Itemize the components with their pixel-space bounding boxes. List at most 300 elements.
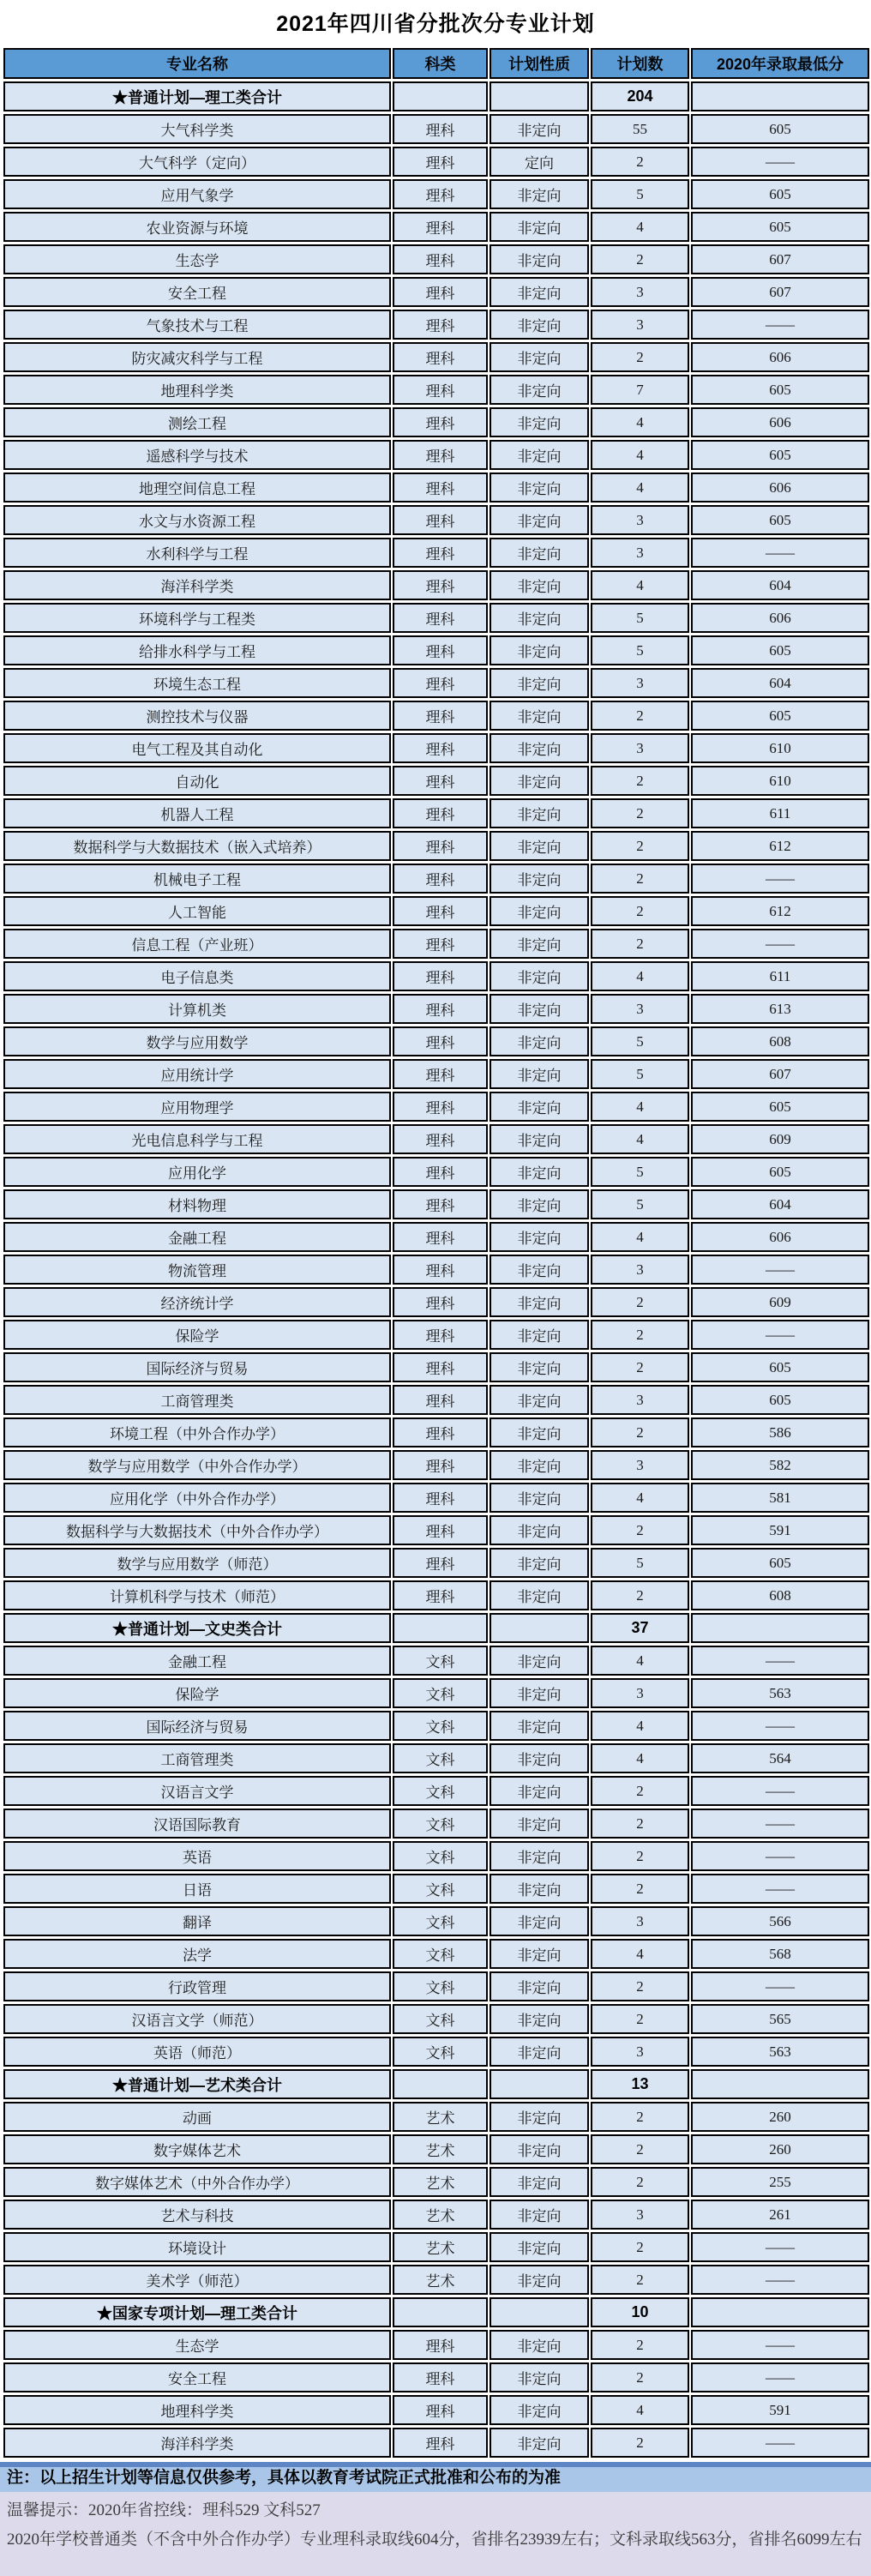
plan-nature-cell: 非定向: [490, 1352, 589, 1382]
major-name-cell: 环境工程（中外合作办学）: [3, 1417, 391, 1447]
plan-count-cell: 2: [591, 2265, 689, 2295]
min-score-cell: ——: [691, 2265, 869, 2295]
table-row: [3, 342, 869, 372]
plan-nature-cell: 非定向: [490, 1743, 589, 1773]
major-name-cell: 翻译: [3, 1906, 391, 1936]
table-row: [3, 603, 869, 633]
major-name-cell: 机械电子工程: [3, 864, 391, 894]
col-header-plan-count: 计划数: [591, 48, 689, 79]
table-row: [3, 798, 869, 828]
major-name-cell: 安全工程: [3, 277, 391, 307]
plan-count-cell: 2: [591, 1287, 689, 1317]
table-row: [3, 2232, 869, 2262]
category-cell: [393, 1613, 488, 1643]
plan-count-cell: 4: [591, 2395, 689, 2425]
min-score-cell: 610: [691, 733, 869, 763]
table-row: [3, 440, 869, 470]
plan-nature-cell: 非定向: [490, 244, 589, 274]
category-cell: 文科: [393, 2004, 488, 2034]
category-cell: 理科: [393, 440, 488, 470]
min-score-cell: 604: [691, 668, 869, 698]
plan-count-cell: 55: [591, 114, 689, 144]
min-score-cell: [691, 1613, 869, 1643]
plan-nature-cell: 非定向: [490, 929, 589, 959]
plan-nature-cell: 非定向: [490, 212, 589, 242]
table-row: [3, 2362, 869, 2392]
plan-nature-cell: 非定向: [490, 538, 589, 568]
category-cell: 理科: [393, 2428, 488, 2458]
min-score-cell: 255: [691, 2167, 869, 2197]
major-name-cell: 气象技术与工程: [3, 310, 391, 340]
min-score-cell: 605: [691, 1548, 869, 1578]
plan-nature-cell: 非定向: [490, 733, 589, 763]
category-cell: 理科: [393, 766, 488, 796]
category-cell: 艺术: [393, 2232, 488, 2262]
table-row: [3, 1548, 869, 1578]
table-row: [3, 1157, 869, 1187]
plan-nature-cell: 非定向: [490, 1483, 589, 1513]
major-name-cell: 地理科学类: [3, 2395, 391, 2425]
plan-nature-cell: 非定向: [490, 407, 589, 437]
category-cell: 理科: [393, 1352, 488, 1382]
plan-nature-cell: 非定向: [490, 1157, 589, 1187]
min-score-cell: 606: [691, 407, 869, 437]
plan-count-cell: 2: [591, 342, 689, 372]
plan-count-cell: 4: [591, 440, 689, 470]
plan-nature-cell: 非定向: [490, 1906, 589, 1936]
category-cell: 艺术: [393, 2200, 488, 2230]
plan-nature-cell: 非定向: [490, 440, 589, 470]
min-score-cell: 582: [691, 1450, 869, 1480]
plan-count-cell: 4: [591, 1092, 689, 1122]
table-row: [3, 1515, 869, 1545]
category-cell: 文科: [393, 1678, 488, 1708]
plan-count-cell: 4: [591, 1711, 689, 1741]
min-score-cell: 260: [691, 2102, 869, 2132]
category-cell: 理科: [393, 2395, 488, 2425]
min-score-cell: ——: [691, 1776, 869, 1806]
min-score-cell: 591: [691, 2395, 869, 2425]
plan-nature-cell: 非定向: [490, 701, 589, 731]
table-row: [3, 1059, 869, 1089]
min-score-cell: 612: [691, 896, 869, 926]
major-name-cell: 测控技术与仪器: [3, 701, 391, 731]
category-cell: 文科: [393, 1971, 488, 2001]
plan-count-cell: 2: [591, 766, 689, 796]
table-row: [3, 2330, 869, 2360]
plan-nature-cell: 非定向: [490, 1841, 589, 1871]
plan-nature-cell: 非定向: [490, 1385, 589, 1415]
category-cell: 理科: [393, 701, 488, 731]
plan-nature-cell: 非定向: [490, 1026, 589, 1056]
category-cell: 理科: [393, 733, 488, 763]
category-cell: 文科: [393, 1874, 488, 1904]
plan-nature-cell: 非定向: [490, 766, 589, 796]
min-score-cell: ——: [691, 1320, 869, 1350]
plan-count-cell: 4: [591, 570, 689, 600]
table-row: [3, 212, 869, 242]
plan-count-cell: 4: [591, 1124, 689, 1154]
plan-count-cell: 3: [591, 277, 689, 307]
min-score-cell: 604: [691, 570, 869, 600]
major-name-cell: 计算机科学与技术（师范）: [3, 1580, 391, 1610]
plan-count-cell: 5: [591, 1189, 689, 1219]
section-row: [3, 2297, 869, 2327]
table-row: [3, 1352, 869, 1382]
major-name-cell: 地理空间信息工程: [3, 472, 391, 503]
major-name-cell: 环境设计: [3, 2232, 391, 2262]
plan-nature-cell: 非定向: [490, 1776, 589, 1806]
category-cell: 理科: [393, 1059, 488, 1089]
plan-count-cell: 2: [591, 2167, 689, 2197]
plan-nature-cell: 非定向: [490, 1515, 589, 1545]
major-name-cell: 安全工程: [3, 2362, 391, 2392]
col-header-major-name: 专业名称: [3, 48, 391, 79]
plan-nature-cell: 非定向: [490, 1222, 589, 1252]
category-cell: 理科: [393, 864, 488, 894]
plan-count-cell: 4: [591, 1222, 689, 1252]
min-score-cell: 568: [691, 1939, 869, 1969]
major-name-cell: 国际经济与贸易: [3, 1711, 391, 1741]
min-score-cell: ——: [691, 538, 869, 568]
table-row: [3, 1906, 869, 1936]
major-name-cell: 防灾减灾科学与工程: [3, 342, 391, 372]
plan-count-cell: 2: [591, 2362, 689, 2392]
min-score-cell: ——: [691, 864, 869, 894]
major-name-cell: 经济统计学: [3, 1287, 391, 1317]
plan-nature-cell: 非定向: [490, 864, 589, 894]
table-row: [3, 2134, 869, 2164]
category-cell: 理科: [393, 538, 488, 568]
major-name-cell: 美术学（师范）: [3, 2265, 391, 2295]
min-score-cell: ——: [691, 1646, 869, 1676]
min-score-cell: 608: [691, 1026, 869, 1056]
table-row: [3, 2265, 869, 2295]
plan-count-cell: 5: [591, 179, 689, 209]
plan-count-cell: 2: [591, 1971, 689, 2001]
min-score-cell: ——: [691, 2232, 869, 2262]
plan-nature-cell: 非定向: [490, 2200, 589, 2230]
plan-count-cell: 4: [591, 212, 689, 242]
category-cell: 理科: [393, 929, 488, 959]
category-cell: 理科: [393, 277, 488, 307]
plan-nature-cell: [490, 1613, 589, 1643]
major-name-cell: 生态学: [3, 244, 391, 274]
plan-count-cell: 2: [591, 147, 689, 177]
plan-nature-cell: 非定向: [490, 114, 589, 144]
plan-nature-cell: 非定向: [490, 1580, 589, 1610]
major-name-cell: 水文与水资源工程: [3, 505, 391, 535]
plan-count-cell: 13: [591, 2069, 689, 2099]
plan-nature-cell: [490, 2069, 589, 2099]
plan-nature-cell: 定向: [490, 147, 589, 177]
plan-count-cell: 2: [591, 1841, 689, 1871]
plan-count-cell: 2: [591, 1515, 689, 1545]
major-name-cell: 应用物理学: [3, 1092, 391, 1122]
table-row: [3, 1450, 869, 1480]
major-name-cell: 材料物理: [3, 1189, 391, 1219]
category-cell: 文科: [393, 1711, 488, 1741]
major-name-cell: 农业资源与环境: [3, 212, 391, 242]
plan-count-cell: 2: [591, 2330, 689, 2360]
category-cell: 理科: [393, 831, 488, 861]
note-bar: 注：以上招生计划等信息仅供参考，具体以教育考试院正式批准和公布的为准: [0, 2462, 871, 2492]
plan-nature-cell: 非定向: [490, 896, 589, 926]
plan-nature-cell: 非定向: [490, 2265, 589, 2295]
plan-count-cell: 2: [591, 831, 689, 861]
plan-count-cell: 3: [591, 994, 689, 1024]
plan-nature-cell: 非定向: [490, 2134, 589, 2164]
table-row: [3, 1222, 869, 1252]
plan-count-cell: 5: [591, 1548, 689, 1578]
major-name-cell: 给排水科学与工程: [3, 635, 391, 665]
table-row: [3, 766, 869, 796]
category-cell: 理科: [393, 1124, 488, 1154]
plan-count-cell: 3: [591, 668, 689, 698]
table-row: [3, 114, 869, 144]
category-cell: 理科: [393, 1222, 488, 1252]
plan-count-cell: 2: [591, 1809, 689, 1839]
major-name-cell: 数学与应用数学: [3, 1026, 391, 1056]
category-cell: 理科: [393, 1548, 488, 1578]
plan-count-cell: 4: [591, 1483, 689, 1513]
plan-nature-cell: 非定向: [490, 1092, 589, 1122]
plan-count-cell: 3: [591, 1255, 689, 1285]
table-row: [3, 1124, 869, 1154]
table-row: [3, 1580, 869, 1610]
table-header: [3, 48, 869, 79]
category-cell: 理科: [393, 375, 488, 405]
min-score-cell: 591: [691, 1515, 869, 1545]
table-row: [3, 831, 869, 861]
min-score-cell: ——: [691, 1874, 869, 1904]
min-score-cell: 606: [691, 603, 869, 633]
category-cell: 理科: [393, 114, 488, 144]
plan-nature-cell: 非定向: [490, 1548, 589, 1578]
category-cell: 理科: [393, 798, 488, 828]
plan-nature-cell: 非定向: [490, 2330, 589, 2360]
plan-nature-cell: 非定向: [490, 2037, 589, 2067]
plan-nature-cell: 非定向: [490, 798, 589, 828]
category-cell: 文科: [393, 1841, 488, 1871]
plan-count-cell: 2: [591, 1776, 689, 1806]
category-cell: 理科: [393, 635, 488, 665]
plan-count-cell: 204: [591, 81, 689, 111]
min-score-cell: 611: [691, 961, 869, 991]
plan-count-cell: 2: [591, 2102, 689, 2132]
min-score-cell: 605: [691, 701, 869, 731]
table-row: [3, 701, 869, 731]
min-score-cell: ——: [691, 929, 869, 959]
min-score-cell: 609: [691, 1124, 869, 1154]
major-name-cell: 金融工程: [3, 1222, 391, 1252]
min-score-cell: 565: [691, 2004, 869, 2034]
major-name-cell: 环境科学与工程类: [3, 603, 391, 633]
major-name-cell: 地理科学类: [3, 375, 391, 405]
min-score-cell: 610: [691, 766, 869, 796]
plan-nature-cell: 非定向: [490, 505, 589, 535]
min-score-cell: 608: [691, 1580, 869, 1610]
section-row: [3, 1613, 869, 1643]
table-row: [3, 929, 869, 959]
plan-count-cell: 10: [591, 2297, 689, 2327]
category-cell: 理科: [393, 1026, 488, 1056]
major-name-cell: 金融工程: [3, 1646, 391, 1676]
table-row: [3, 1287, 869, 1317]
major-name-cell: 艺术与科技: [3, 2200, 391, 2230]
category-cell: 理科: [393, 570, 488, 600]
plan-count-cell: 4: [591, 1939, 689, 1969]
category-cell: 理科: [393, 212, 488, 242]
min-score-cell: ——: [691, 2330, 869, 2360]
category-cell: 艺术: [393, 2167, 488, 2197]
table-row: [3, 1809, 869, 1839]
plan-nature-cell: 非定向: [490, 2102, 589, 2132]
min-score-cell: 605: [691, 375, 869, 405]
table-row: [3, 1971, 869, 2001]
category-cell: 艺术: [393, 2102, 488, 2132]
plan-nature-cell: 非定向: [490, 1189, 589, 1219]
min-score-cell: 563: [691, 2037, 869, 2067]
table-row: [3, 2200, 869, 2230]
major-name-cell: 法学: [3, 1939, 391, 1969]
min-score-cell: 605: [691, 635, 869, 665]
min-score-cell: ——: [691, 1971, 869, 2001]
category-cell: 文科: [393, 1939, 488, 1969]
category-cell: 理科: [393, 668, 488, 698]
plan-nature-cell: 非定向: [490, 2362, 589, 2392]
table-row: [3, 1841, 869, 1871]
category-cell: 理科: [393, 1580, 488, 1610]
table-row: [3, 2102, 869, 2132]
category-cell: 理科: [393, 896, 488, 926]
category-cell: 理科: [393, 1515, 488, 1545]
plan-nature-cell: [490, 2297, 589, 2327]
plan-nature-cell: 非定向: [490, 1287, 589, 1317]
major-name-cell: 应用化学（中外合作办学）: [3, 1483, 391, 1513]
major-name-cell: 日语: [3, 1874, 391, 1904]
category-cell: 文科: [393, 1809, 488, 1839]
min-score-cell: ——: [691, 1841, 869, 1871]
major-name-cell: 大气科学（定向）: [3, 147, 391, 177]
major-name-cell: 机器人工程: [3, 798, 391, 828]
table-row: [3, 1417, 869, 1447]
plan-nature-cell: 非定向: [490, 994, 589, 1024]
plan-nature-cell: 非定向: [490, 1417, 589, 1447]
min-score-cell: 611: [691, 798, 869, 828]
table-row: [3, 277, 869, 307]
footer: [0, 2492, 871, 2576]
min-score-cell: 605: [691, 440, 869, 470]
min-score-cell: 606: [691, 1222, 869, 1252]
plan-count-cell: 2: [591, 2134, 689, 2164]
plan-count-cell: 3: [591, 1385, 689, 1415]
major-name-cell: 汉语言文学: [3, 1776, 391, 1806]
table-row: [3, 1874, 869, 1904]
major-name-cell: 人工智能: [3, 896, 391, 926]
plan-count-cell: 5: [591, 603, 689, 633]
table-row: [3, 733, 869, 763]
major-name-cell: 生态学: [3, 2330, 391, 2360]
major-name-cell: 信息工程（产业班）: [3, 929, 391, 959]
major-name-cell: 测绘工程: [3, 407, 391, 437]
plan-count-cell: 3: [591, 733, 689, 763]
table-row: [3, 896, 869, 926]
plan-count-cell: 5: [591, 635, 689, 665]
min-score-cell: ——: [691, 1711, 869, 1741]
plan-count-cell: 2: [591, 1417, 689, 1447]
min-score-cell: 586: [691, 1417, 869, 1447]
table-row: [3, 2004, 869, 2034]
min-score-cell: ——: [691, 147, 869, 177]
plan-count-cell: 4: [591, 961, 689, 991]
table-row: [3, 1939, 869, 1969]
major-name-cell: 英语: [3, 1841, 391, 1871]
major-name-cell: 海洋科学类: [3, 570, 391, 600]
plan-count-cell: 2: [591, 798, 689, 828]
min-score-cell: 563: [691, 1678, 869, 1708]
footer-detail-line: 2020年学校普通类（不含中外合作办学）专业理科录取线604分，省排名23939左右；文科录取线563分，省排名6099左右: [7, 2531, 862, 2549]
min-score-cell: ——: [691, 2428, 869, 2458]
major-name-cell: ★国家专项计划—理工类合计: [3, 2297, 391, 2327]
category-cell: 文科: [393, 1906, 488, 1936]
min-score-cell: 613: [691, 994, 869, 1024]
min-score-cell: [691, 2297, 869, 2327]
plan-count-cell: 2: [591, 864, 689, 894]
table-row: [3, 2428, 869, 2458]
category-cell: 文科: [393, 1776, 488, 1806]
min-score-cell: 605: [691, 1092, 869, 1122]
plan-count-cell: 2: [591, 1320, 689, 1350]
min-score-cell: 261: [691, 2200, 869, 2230]
major-name-cell: 数据科学与大数据技术（中外合作办学）: [3, 1515, 391, 1545]
plan-nature-cell: 非定向: [490, 1255, 589, 1285]
table-row: [3, 1743, 869, 1773]
plan-nature-cell: 非定向: [490, 342, 589, 372]
plan-count-cell: 2: [591, 701, 689, 731]
plan-nature-cell: 非定向: [490, 1320, 589, 1350]
major-name-cell: 物流管理: [3, 1255, 391, 1285]
plan-count-cell: 3: [591, 1450, 689, 1480]
table-row: [3, 635, 869, 665]
section-row: [3, 2069, 869, 2099]
major-name-cell: 海洋科学类: [3, 2428, 391, 2458]
table-row: [3, 310, 869, 340]
category-cell: 理科: [393, 472, 488, 503]
min-score-cell: [691, 2069, 869, 2099]
table-body: [3, 81, 869, 2458]
category-cell: 艺术: [393, 2265, 488, 2295]
major-name-cell: 数学与应用数学（中外合作办学）: [3, 1450, 391, 1480]
plan-nature-cell: 非定向: [490, 1809, 589, 1839]
plan-count-cell: 37: [591, 1613, 689, 1643]
document-page: [0, 7, 871, 2576]
table-row: [3, 2037, 869, 2067]
table-row: [3, 2167, 869, 2197]
category-cell: 理科: [393, 1320, 488, 1350]
min-score-cell: 607: [691, 277, 869, 307]
plan-nature-cell: 非定向: [490, 668, 589, 698]
major-name-cell: 汉语国际教育: [3, 1809, 391, 1839]
table-row: [3, 538, 869, 568]
plan-nature-cell: 非定向: [490, 1971, 589, 2001]
plan-nature-cell: 非定向: [490, 179, 589, 209]
table-row: [3, 244, 869, 274]
min-score-cell: ——: [691, 1809, 869, 1839]
plan-count-cell: 4: [591, 407, 689, 437]
plan-count-cell: 5: [591, 1157, 689, 1187]
table-row: [3, 505, 869, 535]
